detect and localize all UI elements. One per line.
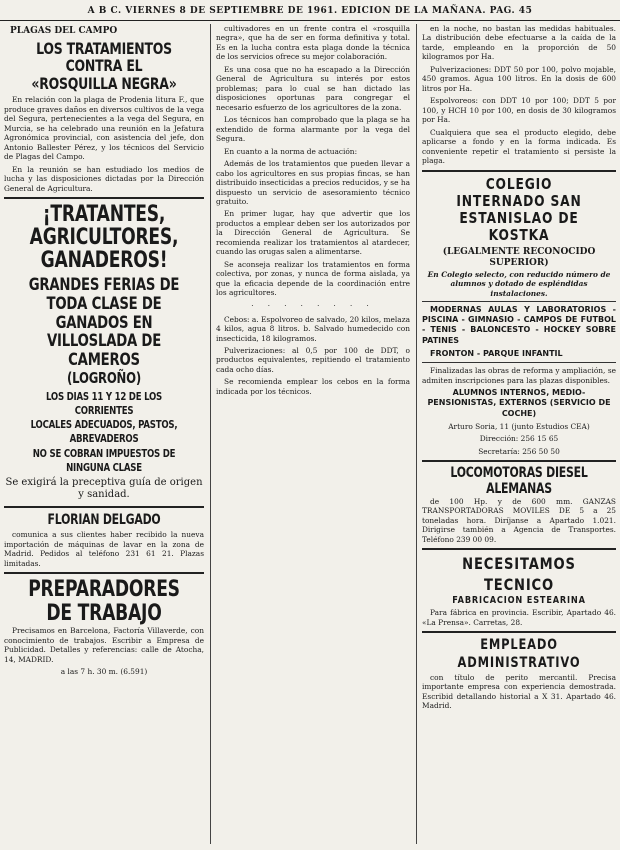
ad-colegio-title: COLEGIO INTERNADO SAN ESTANISLAO DE KOSTKA (456, 174, 582, 245)
article-paragraph: Se recomienda emplear los cebos en la forma indicada por los técnicos. (216, 377, 410, 396)
ad-ferias-title: GRANDES FERIAS DE TODA CLASE DE GANADOS EN VILLOSLADA DE CAMEROS (28, 275, 180, 371)
article-paragraph: Pulverizaciones: al 0,5 por 100 de DDT, o productos equivalentes, repitiendo el tratamiento cada ocho días. (216, 346, 410, 374)
ad-preparadores (4, 578, 204, 677)
column-3 (416, 24, 616, 844)
ad-locomotoras (422, 466, 616, 544)
section-label: PLAGAS DEL CAMPO (10, 26, 118, 36)
article-paragraph: Los técnicos han comprobado que la plaga se ha extendido de forma alarmante por la vega del Segura. (216, 115, 410, 144)
ad-tecnico (422, 554, 616, 627)
ad-tecnico-subtitle: FABRICACION ESTEARINA (452, 595, 586, 607)
ad-preparadores-title: PREPARADORES DE TRABAJO (28, 577, 180, 627)
ad-ferias-dates: LOS DIAS 11 Y 12 DE LOS CORRIENTES (45, 390, 163, 418)
divider (4, 506, 204, 508)
divider (422, 460, 616, 462)
ad-colegio-recognition: (LEGALMENTE RECONOCIDO SUPERIOR) (442, 246, 596, 269)
article-paragraph: Pulverizaciones: DDT 50 por 100, polvo mojable, 450 gramos. Agua 100 litros. En la dosis de 600 litros por Ha. (422, 64, 616, 93)
divider (422, 170, 616, 172)
article-paragraph: Además de los tratamientos que pueden llevar a cabo los agricultores en sus propias fincas, se han distribuido insecticidas a precios reducidos, y se ha dispuesto un servicio de asesoramiento técnico gratuito. (216, 159, 410, 206)
article-paragraph: en la noche, no bastan las medidas habituales. La distribución debe efectuarse a la caída de la tarde, empleando en la proporción de 50 kilogramos por Ha. (422, 24, 616, 62)
article-paragraph: Es una cosa que no ha escapado a la Dirección General de Agricultura su interés por estos problemas; para lo cual se han dictado las disposiciones oportunas para congregar el necesario esfuerzo de los agricultores de la zona. (216, 64, 410, 112)
ad-florian-body: comunica a sus clientes haber recibido la nueva importación de máquinas de lavar en la zona de Madrid. Pedidos al teléfono 231 61 21. Plazas limitadas. (4, 530, 204, 568)
ad-colegio (422, 176, 616, 457)
divider (4, 197, 204, 199)
ad-colegio-intro: En Colegio selecto, con reducido número de alumnos y dotado de espléndidas instalaciones. (427, 269, 611, 298)
divider (422, 362, 616, 363)
article-paragraph: Cualquiera que sea el producto elegido, debe aplicarse a fondo y en la forma indicada. Es conveniente repetir el tratamiento si persiste la plaga. (422, 127, 616, 166)
ad-colegio-feature: FRONTON - PARQUE INFANTIL (430, 348, 563, 358)
ad-colegio-feature: MODERNAS AULAS Y LABORATORIOS - PISCINA - GIMNASIO - CAMPOS DE FUTBOL - TENIS - BALONCESTO - HOCKEY SOBRE PATINES (422, 305, 616, 345)
ad-locomotoras-body: de 100 Hp. y de 600 mm. GANZAS TRANSPORTADORAS MOVILES DE 5 a 25 toneladas hora. Diríjanse a Apartado 1.021. Dirigirse también a Agencia de Transportes. Teléfono 239 00 09. (422, 497, 616, 544)
ad-tecnico-body: Para fábrica en provincia. Escribir, Apartado 46. «La Prensa». Carretas, 28. (422, 608, 616, 627)
ad-colegio-note: Finalizadas las obras de reforma y ampliación, se admiten inscripciones para las plazas disponibles. (422, 366, 616, 385)
ad-empleado-body: con título de perito mercantil. Precisa importante empresa con experiencia demostrada. Escribid detallando historial a X 31. Apartado 46. Madrid. (422, 672, 616, 711)
ad-ferias-taxes: NO SE COBRAN IMPUESTOS DE NINGUNA CLASE (32, 446, 176, 474)
ad-florian (4, 512, 204, 568)
article-paragraph: Espolvoreos: con DDT 10 por 100; DDT 5 por 100, y HCH 10 por 100, en dosis de 30 kilogramos por Ha. (422, 96, 616, 125)
article-paragraph: Cebos: a. Espolvoreo de salvado, 20 kilos, melaza 4 kilos, agua 8 litros. b. Salvado humedecido con insecticida, 18 kilogramos. (216, 314, 410, 343)
headline: LOS TRATAMIENTOS CONTRA EL «ROSQUILLA NEGRA» (31, 38, 177, 93)
divider (422, 301, 616, 302)
ad-tecnico-title: NECESITAMOS TECNICO (462, 554, 576, 594)
article-paragraph: En cuanto a la norma de actuación: (224, 146, 358, 156)
divider (4, 572, 204, 574)
article-paragraph: En la reunión se han estudiado los medios de lucha y las disposiciones dictadas por la Dirección General de Agricultura. (4, 164, 204, 193)
ad-ferias (4, 203, 204, 502)
article-paragraph: En relación con la plaga de Prodenia litura F., que produce graves daños en diversos cultivos de la vega del Segura, pertenecientes a la vega del Segura, en Murcia, se ha celebrado una reunión en la Jefatura Agronómica provincial, con asistencia del jefe, don Antonio Ballester Pérez, y los técnicos del Servicio de Plagas del Campo. (4, 95, 204, 162)
page-header: A B C. VIERNES 8 DE SEPTIEMBRE DE 1961. EDICION DE LA MAÑANA. PAG. 45 (0, 6, 620, 21)
column-1 (4, 24, 204, 844)
ad-ferias-note: Se exigirá la preceptiva guía de origen y sanidad. (5, 476, 203, 501)
article-paragraph: Se aconseja realizar los tratamientos en forma colectiva, por zonas, y nunca de forma aislada, ya que la eficacia depende de la coordinación entre los agricultores. (216, 259, 410, 298)
ad-empleado (422, 637, 616, 711)
ad-preparadores-footer: a las 7 h. 30 m. (6.591) (60, 667, 148, 677)
article-paragraph: cultivadores en un frente contra el «rosquilla negra», que ha de ser en forma definitiva y total. Es en la lucha contra esta plaga donde la técnica de los servicios ofrece su mejor colaboración. (216, 24, 410, 62)
ad-colegio-phone-direction: Dirección: 256 15 65 (479, 434, 559, 444)
divider (422, 548, 616, 550)
ad-ferias-heading: ¡TRATANTES, AGRICULTORES, GANADEROS! (29, 201, 179, 274)
separator-ornament: · · · · · · · · (251, 301, 375, 310)
ad-ferias-features: LOCALES ADECUADOS, PASTOS, ABREVADEROS (30, 418, 178, 446)
article-paragraph: En primer lugar, hay que advertir que los productos a emplear deben ser los autorizados por la Dirección General de Agricultura. Se recomienda realizar los tratamientos al atardecer, cuando las orugas salen a alimentarse. (216, 209, 410, 257)
ad-ferias-place: (LOGROÑO) (67, 368, 141, 387)
column-2 (210, 24, 410, 844)
ad-florian-title: FLORIAN DELGADO (47, 512, 161, 529)
ad-colegio-address: Arturo Soria, 11 (junto Estudios CEA) (448, 421, 590, 431)
ad-locomotoras-title: LOCOMOTORAS DIESEL ALEMANAS (450, 465, 588, 497)
ad-empleado-title: EMPLEADO ADMINISTRATIVO (457, 637, 581, 671)
ad-preparadores-body: Precisamos en Barcelona, Factoría Villaverde, con conocimiento de trabajos. Escribir a Empresa de Publicidad. Detalles y referencias: calle de Atocha, 14, MADRID. (4, 626, 204, 664)
divider (422, 631, 616, 633)
ad-colegio-phone-secretary: Secretaría: 256 50 50 (478, 446, 560, 456)
ad-colegio-students: ALUMNOS INTERNOS, MEDIO-PENSIONISTAS, EXTERNOS (SERVICIO DE COCHE) (427, 388, 611, 418)
